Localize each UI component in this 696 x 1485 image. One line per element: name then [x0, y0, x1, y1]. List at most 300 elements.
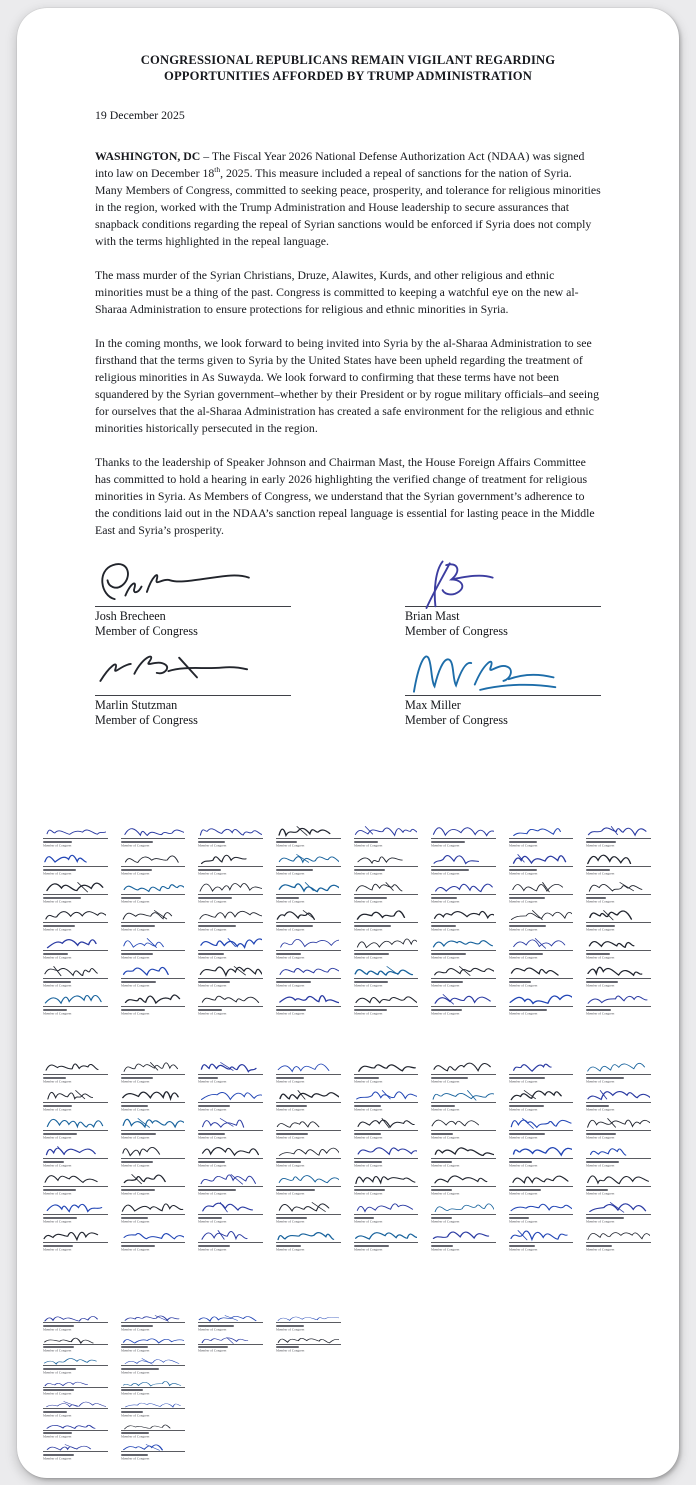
member-caption: Member of Congress — [275, 1247, 305, 1252]
signature-block — [431, 936, 498, 964]
signature-line — [121, 1387, 186, 1388]
member-caption: Member of Congress — [120, 1456, 149, 1460]
signature-image — [43, 824, 106, 839]
signature-block — [276, 964, 343, 992]
member-caption: Member of Congress — [431, 843, 460, 848]
signature-line — [276, 1322, 341, 1323]
member-caption: Member of Congress — [198, 1219, 227, 1224]
signature-grid-column — [276, 1060, 343, 1256]
signature-image — [509, 880, 572, 895]
signature-line — [431, 1006, 496, 1007]
signature-image — [586, 908, 649, 923]
signature-block — [276, 1336, 343, 1358]
signature-block — [586, 1144, 653, 1172]
signature-image — [509, 908, 572, 923]
signature-line — [354, 1130, 419, 1131]
signature-line — [354, 1006, 419, 1007]
signature-line — [43, 1242, 108, 1243]
signature-image — [43, 1200, 106, 1215]
signature-block — [43, 992, 110, 1020]
signature-block — [121, 824, 188, 852]
member-caption: Member of Congress — [120, 1413, 149, 1417]
signature-grid-column — [431, 1060, 498, 1256]
signature-line — [43, 1387, 108, 1388]
signature-block — [354, 964, 421, 992]
member-caption: Member of Congress — [431, 927, 460, 932]
signature-block — [121, 1116, 188, 1144]
signature-image — [431, 908, 494, 923]
signature-line — [276, 894, 341, 895]
signature-line — [509, 1214, 574, 1215]
member-caption: Member of Congress — [198, 1135, 227, 1140]
signature-block — [121, 1228, 188, 1256]
signature-image — [43, 1144, 106, 1159]
signature-line — [509, 1102, 574, 1103]
signature-line — [198, 1102, 263, 1103]
signature-block — [509, 824, 576, 852]
signature-image — [276, 908, 339, 923]
signature-line — [586, 838, 651, 839]
signature-block — [198, 852, 265, 880]
document-card — [17, 8, 679, 1478]
signature-block — [431, 1172, 498, 1200]
letter-paragraph: The mass murder of the Syrian Christians, Druze, Alawites, Kurds, and other religious and ethnic minorities must be a thing of the past. Congress is committed to keeping a watchful eye on the new al-Sharaa Administration to ensure protections for religious and ethnic minorities in Syria. — [95, 268, 579, 316]
signature-block — [276, 880, 343, 908]
signature-image — [276, 1200, 339, 1215]
signature-block — [43, 852, 110, 880]
signature-block — [121, 992, 188, 1020]
signature-block — [276, 852, 343, 880]
member-caption: Member of Congress — [198, 1327, 227, 1331]
signer-title: Member of Congress — [405, 624, 508, 638]
signature-image — [354, 880, 417, 895]
signature-image — [198, 852, 261, 867]
signature-line — [276, 1158, 341, 1159]
signature-block — [354, 1088, 421, 1116]
signature-image — [121, 908, 184, 923]
signature-image — [586, 1200, 649, 1215]
signer-name-illegible — [43, 1325, 74, 1327]
signature-line — [431, 894, 496, 895]
member-caption: Member of Congress — [431, 955, 460, 960]
signature-line — [586, 1006, 651, 1007]
primary-signature-block — [95, 556, 291, 639]
signature-line — [198, 922, 263, 923]
signature-line — [354, 950, 419, 951]
member-caption: Member of Congress — [508, 983, 538, 988]
signature-line — [354, 1214, 419, 1215]
primary-signature-block — [405, 556, 601, 639]
signature-block — [198, 1172, 265, 1200]
member-caption: Member of Congress — [43, 1247, 72, 1252]
signature-image — [431, 1144, 494, 1159]
signer-name-illegible — [43, 1411, 67, 1413]
member-caption: Member of Congress — [353, 1219, 382, 1224]
member-caption: Member of Congress — [586, 1191, 615, 1196]
member-caption: Member of Congress — [43, 1011, 72, 1016]
member-caption: Member of Congress — [43, 1135, 72, 1140]
member-caption: Member of Congress — [275, 871, 305, 876]
member-caption: Member of Congress — [275, 899, 305, 904]
signature-block — [586, 936, 653, 964]
signature-line — [586, 1186, 651, 1187]
signature-block — [121, 1060, 188, 1088]
signature-block — [509, 880, 576, 908]
signature-image — [43, 1060, 106, 1075]
signer-name-illegible — [121, 1368, 160, 1370]
member-caption: Member of Congress — [198, 1247, 227, 1252]
member-caption: Member of Congress — [120, 1107, 149, 1112]
signature-line — [509, 894, 574, 895]
signature-line — [121, 1344, 186, 1345]
signature-image — [276, 1060, 339, 1075]
signature-line — [405, 695, 601, 696]
signature-grid-column — [198, 824, 265, 1020]
signature-line — [586, 1242, 651, 1243]
signature-block — [586, 1200, 653, 1228]
member-caption: Member of Congress — [275, 955, 305, 960]
member-caption: Member of Congress — [120, 1191, 149, 1196]
signature-line — [43, 1130, 108, 1131]
signature-line — [354, 1186, 419, 1187]
letter-body — [95, 148, 601, 539]
signature-line — [198, 838, 263, 839]
signature-block — [586, 1088, 653, 1116]
signature-block — [43, 1336, 110, 1358]
signature-line — [43, 1102, 108, 1103]
signature-image — [276, 1172, 339, 1187]
signature-block — [431, 880, 498, 908]
signature-image — [276, 992, 339, 1007]
signature-image — [121, 852, 184, 867]
signature-block — [121, 1172, 188, 1200]
signature-block — [509, 992, 576, 1020]
signature-image — [198, 1060, 261, 1075]
signature-image — [586, 852, 649, 867]
signature-block — [121, 1422, 188, 1444]
signature-block — [276, 1060, 343, 1088]
letter-paragraph: Thanks to the leadership of Speaker Johnson and Chairman Mast, the House Foreign Affairs Committee has committed to hold a hearing in early 2026 highlighting the verified change of treatment for religious minorities in Syria. As Members of Congress, we understand that the Syrian government’s adherence to the conditions laid out in the NDAA’s sanction repeal language is essential for lasting peace in the Middle East and Syria’s prosperity. — [95, 455, 595, 537]
primary-signature-block — [95, 645, 291, 728]
member-caption: Member of Congress — [586, 1079, 615, 1084]
signature-block — [354, 1200, 421, 1228]
signature-block — [509, 1172, 576, 1200]
signature-line — [43, 1430, 108, 1431]
member-caption: Member of Congress — [43, 1107, 72, 1112]
signature-image — [121, 1144, 184, 1159]
signature-line — [431, 950, 496, 951]
member-caption: Member of Congress — [198, 1348, 227, 1353]
signature-block — [276, 992, 343, 1020]
member-caption: Member of Congress — [353, 1107, 382, 1112]
signature-block — [43, 1443, 110, 1465]
signature-image — [509, 1172, 572, 1187]
signature-image — [121, 824, 184, 839]
signature-line — [509, 922, 574, 923]
member-caption: Member of Congress — [43, 1191, 72, 1196]
signature-line — [121, 894, 186, 895]
signer-title: Member of Congress — [405, 713, 508, 727]
member-caption: Member of Congress — [43, 899, 72, 904]
signature-grid-column — [121, 824, 188, 1020]
signature-line — [509, 978, 574, 979]
signature-image — [586, 1060, 649, 1075]
signature-block — [121, 1200, 188, 1228]
signature-grid-column — [121, 1060, 188, 1256]
member-caption: Member of Congress — [275, 1079, 305, 1084]
signature-image — [509, 1144, 572, 1159]
signature-image — [43, 936, 106, 951]
member-caption: Member of Congress — [43, 1434, 72, 1439]
signature-block — [121, 1336, 188, 1358]
signature-image — [198, 1116, 261, 1131]
signature-block — [431, 1144, 498, 1172]
member-caption: Member of Congress — [586, 899, 615, 904]
signature-block — [43, 1357, 110, 1379]
member-caption: Member of Congress — [120, 871, 149, 876]
signature-image — [276, 964, 339, 979]
member-caption: Member of Congress — [43, 1391, 72, 1396]
signature-line — [276, 978, 341, 979]
signature-block — [43, 1200, 110, 1228]
member-caption: Member of Congress — [120, 1135, 149, 1140]
member-caption: Member of Congress — [353, 1247, 382, 1252]
signature-line — [121, 838, 186, 839]
signature-line — [95, 695, 291, 696]
signature-image — [121, 1116, 184, 1131]
signer-name-illegible — [121, 1411, 143, 1413]
member-caption: Member of Congress — [508, 1011, 538, 1016]
signature-line — [431, 1102, 496, 1103]
signature-block — [198, 964, 265, 992]
signature-image — [43, 1228, 106, 1243]
member-caption: Member of Congress — [353, 955, 382, 960]
primary-signature-row — [95, 645, 601, 728]
signature-line — [198, 978, 263, 979]
signature-line — [43, 1451, 108, 1452]
signature-image — [431, 1200, 494, 1215]
signature-image — [95, 556, 265, 610]
signature-image — [586, 964, 649, 979]
signature-line — [43, 1322, 108, 1323]
signature-block — [586, 880, 653, 908]
signature-line — [43, 1006, 108, 1007]
signature-image — [276, 936, 339, 951]
signature-block — [354, 880, 421, 908]
signature-block — [509, 1228, 576, 1256]
signature-line — [43, 978, 108, 979]
signature-line — [43, 1074, 108, 1075]
signer-name-illegible — [276, 1325, 304, 1327]
signature-block — [43, 964, 110, 992]
signature-line — [431, 838, 496, 839]
member-caption: Member of Congress — [353, 1191, 382, 1196]
signature-block — [354, 1172, 421, 1200]
member-caption: Member of Congress — [353, 1135, 382, 1140]
signature-block — [121, 908, 188, 936]
signature-block — [43, 1116, 110, 1144]
signature-block — [354, 852, 421, 880]
signature-image — [509, 936, 572, 951]
member-caption: Member of Congress — [586, 1011, 615, 1016]
signature-block — [509, 1088, 576, 1116]
signature-line — [509, 1186, 574, 1187]
signature-block — [198, 908, 265, 936]
signature-block — [354, 1060, 421, 1088]
signature-block — [43, 1400, 110, 1422]
signature-image — [121, 1228, 184, 1243]
signature-line — [198, 1074, 263, 1075]
member-caption: Member of Congress — [508, 955, 538, 960]
signature-line — [354, 866, 419, 867]
signature-line — [509, 1130, 574, 1131]
signature-image — [276, 1228, 339, 1243]
signature-block — [586, 1116, 653, 1144]
signature-image — [198, 936, 261, 951]
signature-line — [121, 1006, 186, 1007]
member-caption: Member of Congress — [275, 1135, 305, 1140]
signature-line — [276, 1102, 341, 1103]
signature-line — [509, 1006, 574, 1007]
signature-block — [43, 1379, 110, 1401]
member-caption: Member of Congress — [353, 927, 382, 932]
signature-grid-column — [121, 1314, 188, 1465]
signature-block — [586, 824, 653, 852]
member-caption: Member of Congress — [43, 1079, 72, 1084]
signature-image — [354, 1144, 417, 1159]
signature-block — [276, 1144, 343, 1172]
signature-line — [509, 838, 574, 839]
signature-block — [43, 936, 110, 964]
signature-line — [198, 894, 263, 895]
signature-image — [354, 1228, 417, 1243]
signature-line — [198, 1006, 263, 1007]
signature-block — [354, 1228, 421, 1256]
signature-block — [354, 1144, 421, 1172]
member-caption: Member of Congress — [586, 1219, 615, 1224]
member-caption: Member of Congress — [275, 1011, 305, 1016]
member-caption: Member of Congress — [431, 983, 460, 988]
signature-image — [121, 880, 184, 895]
signature-line — [431, 1158, 496, 1159]
member-caption: Member of Congress — [508, 843, 538, 848]
signature-image — [586, 1116, 649, 1131]
signature-line — [586, 1102, 651, 1103]
signature-line — [276, 866, 341, 867]
signature-line — [121, 978, 186, 979]
signature-block — [354, 1116, 421, 1144]
member-caption: Member of Congress — [353, 1079, 382, 1084]
letter-paragraph: In the coming months, we look forward to being invited into Syria by the al-Sharaa Administration to see firsthand that the terms given to Syria by the United States have been upheld regarding the treatment of religious minorities in As Suwayda. We look forward to confirming that these terms have not been squandered by the Syrian government–whether by their President or by rogue military officials–and seeing for ourselves that the al-Sharaa Administration has created a safe environment for the religious and ethnic minorities historically persecuted in the region. — [95, 336, 599, 435]
signature-block — [431, 852, 498, 880]
signature-image — [43, 1088, 106, 1103]
signer-title: Member of Congress — [95, 713, 198, 727]
signature-image — [198, 908, 261, 923]
signature-image — [198, 1228, 261, 1243]
member-caption: Member of Congress — [120, 1079, 149, 1084]
signature-block — [509, 1060, 576, 1088]
signature-block — [43, 824, 110, 852]
signature-image — [509, 824, 572, 839]
signer-name: Marlin Stutzman — [95, 698, 178, 712]
member-caption: Member of Congress — [275, 1348, 305, 1353]
signature-line — [276, 1006, 341, 1007]
member-caption: Member of Congress — [43, 871, 72, 876]
signature-block — [198, 1144, 265, 1172]
member-caption: Member of Congress — [275, 1107, 305, 1112]
signature-grid-column — [431, 824, 498, 1020]
signature-block — [509, 1116, 576, 1144]
signature-line — [198, 1130, 263, 1131]
signature-line — [431, 1214, 496, 1215]
signature-block — [431, 964, 498, 992]
signature-line — [431, 866, 496, 867]
signature-line — [43, 866, 108, 867]
signature-block — [198, 1060, 265, 1088]
signature-grid-section — [43, 1060, 653, 1256]
member-caption: Member of Congress — [198, 955, 227, 960]
signature-line — [43, 1214, 108, 1215]
member-caption: Member of Congress — [198, 1107, 227, 1112]
member-caption: Member of Congress — [43, 1219, 72, 1224]
member-caption: Member of Congress — [120, 1011, 149, 1016]
signature-image — [354, 992, 417, 1007]
signature-image — [431, 1228, 494, 1243]
signature-line — [276, 1130, 341, 1131]
member-caption: Member of Congress — [120, 1391, 149, 1396]
member-caption: Member of Congress — [508, 1135, 538, 1140]
signature-image — [354, 1116, 417, 1131]
signature-image — [431, 1172, 494, 1187]
signature-line — [431, 1242, 496, 1243]
signature-image — [586, 1088, 649, 1103]
member-caption: Member of Congress — [508, 899, 538, 904]
signature-line — [354, 978, 419, 979]
primary-signatures — [17, 556, 679, 728]
signature-block — [586, 1172, 653, 1200]
signature-grid-column — [43, 824, 110, 1020]
signature-block — [43, 1314, 110, 1336]
signature-line — [43, 894, 108, 895]
member-caption: Member of Congress — [43, 927, 72, 932]
signature-image — [276, 824, 339, 839]
member-caption: Member of Congress — [120, 1327, 149, 1331]
signature-image — [121, 964, 184, 979]
member-caption: Member of Congress — [431, 871, 460, 876]
letter-date: 19 December 2025 — [95, 108, 185, 122]
signature-block — [198, 1336, 265, 1358]
signature-line — [431, 1074, 496, 1075]
signature-grid-column — [276, 1314, 343, 1465]
member-caption: Member of Congress — [586, 871, 615, 876]
signature-line — [43, 950, 108, 951]
signature-line — [431, 1130, 496, 1131]
signature-image — [43, 852, 106, 867]
signature-image — [198, 824, 261, 839]
signature-image — [509, 1060, 572, 1075]
member-caption: Member of Congress — [586, 1107, 615, 1112]
signature-line — [586, 922, 651, 923]
signature-block — [431, 1088, 498, 1116]
signature-line — [43, 1344, 108, 1345]
signature-image — [431, 1088, 494, 1103]
signature-image — [354, 824, 417, 839]
signature-block — [43, 1228, 110, 1256]
signature-image — [43, 880, 106, 895]
member-caption: Member of Congress — [353, 843, 382, 848]
signature-block — [354, 992, 421, 1020]
signature-block — [43, 1422, 110, 1444]
